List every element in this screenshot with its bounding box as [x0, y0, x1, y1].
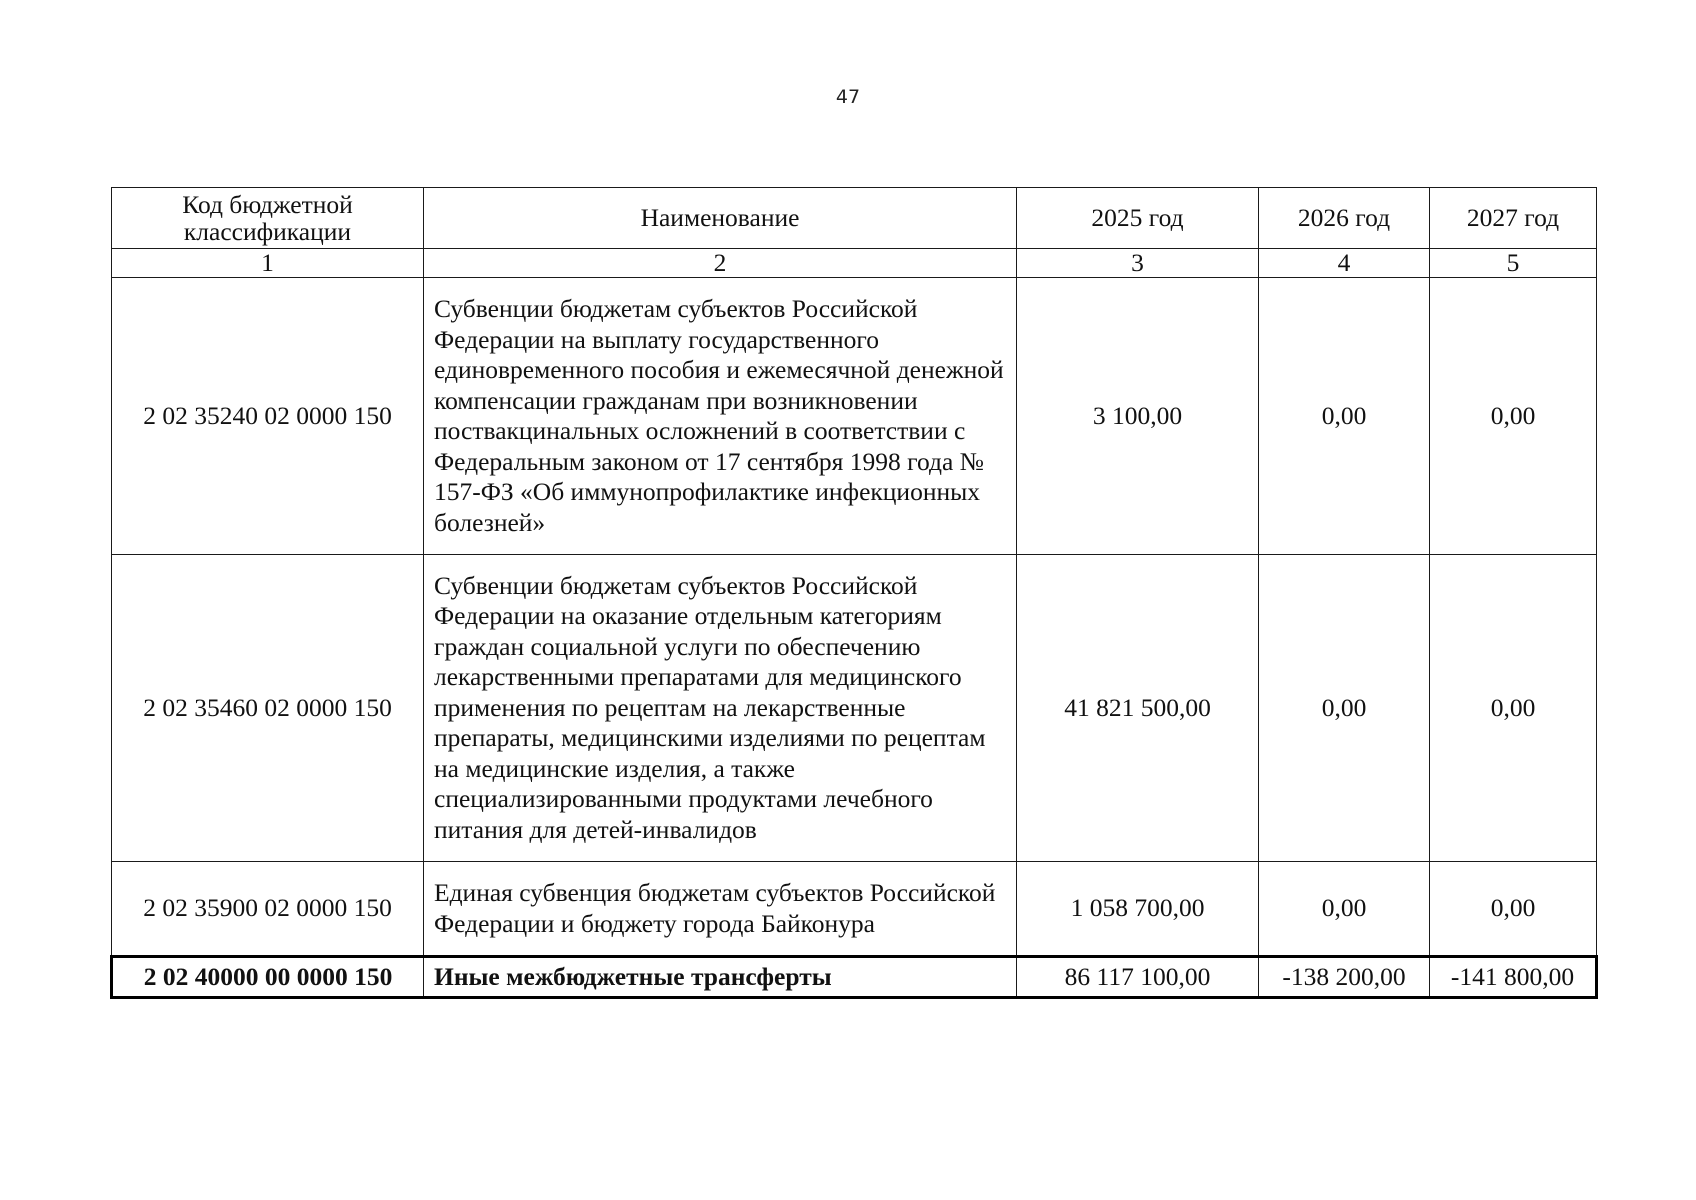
row-value-2025: 3 100,00: [1017, 278, 1259, 555]
header-2025: 2025 год: [1017, 188, 1259, 249]
row-value-2025: 1 058 700,00: [1017, 862, 1259, 957]
row-name: Субвенции бюджетам субъектов Российской Федерации на оказание отдельным категориям граждан социальной услуги по обеспечению лекарственными препаратами для медицинского применения по рецептам на лекарственные препараты, медицинскими изделиями по рецептам на медицинские изделия, а также специализированными продуктами лечебного питания для детей-инвалидов: [424, 555, 1017, 862]
row-code: 2 02 35240 02 0000 150: [112, 278, 424, 555]
column-number-row: [112, 249, 1597, 278]
row-value-2025: 41 821 500,00: [1017, 555, 1259, 862]
table-row: [112, 555, 1597, 862]
header-name: Наименование: [424, 188, 1017, 249]
column-number: 3: [1017, 249, 1259, 278]
table-header-row: [112, 188, 1597, 249]
row-value-2027: 0,00: [1430, 278, 1597, 555]
table-row: [112, 862, 1597, 957]
row-name: Иные межбюджетные трансферты: [424, 957, 1017, 998]
column-number: 4: [1259, 249, 1430, 278]
row-code: 2 02 40000 00 0000 150: [112, 957, 424, 998]
row-code: 2 02 35460 02 0000 150: [112, 555, 424, 862]
column-number: 1: [112, 249, 424, 278]
row-name: Субвенции бюджетам субъектов Российской Федерации на выплату государственного единовременного пособия и ежемесячной денежной компенсации гражданам при возникновении поствакцинальных осложнений в соответствии с Федеральным законом от 17 сентября 1998 года № 157-ФЗ «Об иммунопрофилактике инфекционных болезней»: [424, 278, 1017, 555]
table-row: [112, 278, 1597, 555]
row-code: 2 02 35900 02 0000 150: [112, 862, 424, 957]
table-row-total: [112, 957, 1597, 998]
row-value-2026: -138 200,00: [1259, 957, 1430, 998]
row-value-2026: 0,00: [1259, 555, 1430, 862]
row-value-2026: 0,00: [1259, 278, 1430, 555]
row-value-2027: 0,00: [1430, 555, 1597, 862]
column-number: 2: [424, 249, 1017, 278]
header-2026: 2026 год: [1259, 188, 1430, 249]
header-code: Код бюджетной классификации: [112, 188, 424, 249]
header-2027: 2027 год: [1430, 188, 1597, 249]
budget-table: [110, 187, 1598, 999]
row-name: Единая субвенция бюджетам субъектов Российской Федерации и бюджету города Байконура: [424, 862, 1017, 957]
row-value-2027: -141 800,00: [1430, 957, 1597, 998]
row-value-2027: 0,00: [1430, 862, 1597, 957]
row-value-2026: 0,00: [1259, 862, 1430, 957]
page-number: 47: [835, 86, 861, 108]
row-value-2025: 86 117 100,00: [1017, 957, 1259, 998]
column-number: 5: [1430, 249, 1597, 278]
